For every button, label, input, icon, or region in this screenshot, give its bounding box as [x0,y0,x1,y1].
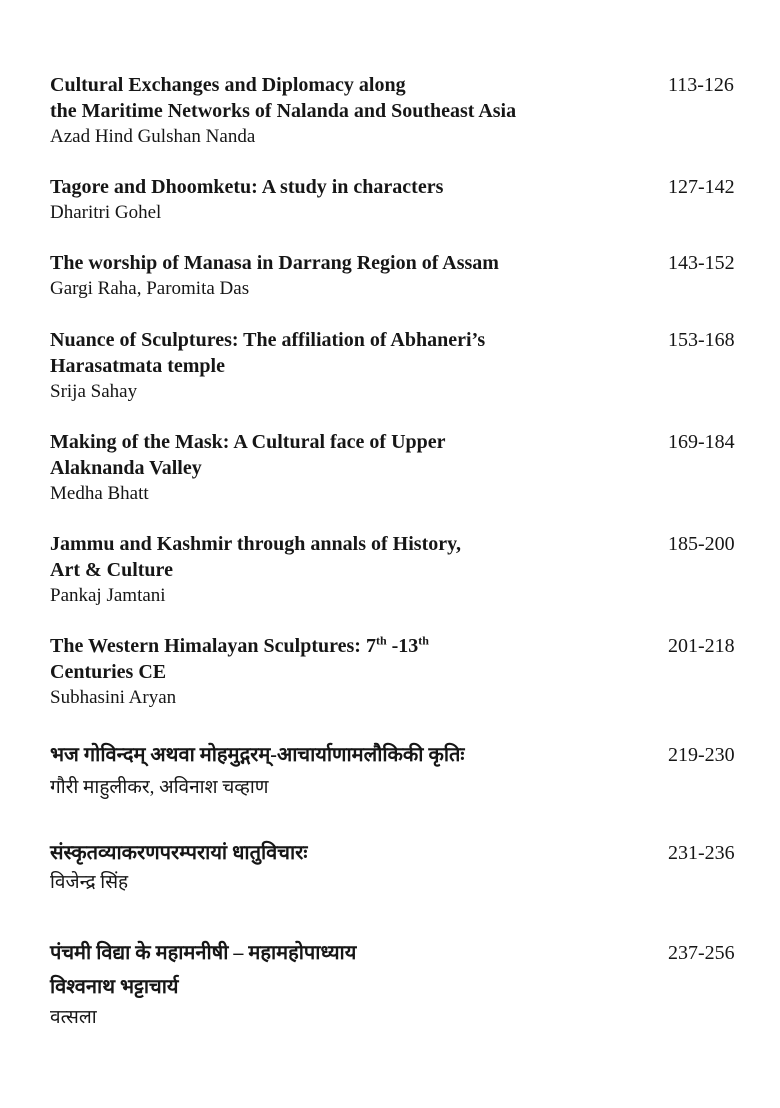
entry-pages: 143-152 [668,252,735,274]
entry-title: Jammu and Kashmir through annals of History, Art & Culture [50,533,462,581]
entry-author: Pankaj Jamtani [50,585,166,606]
entry-pages: 153-168 [668,329,735,351]
entry-title: पंचमी विद्या के महामनीषी – महामहोपाध्याय विश्वनाथ भट्टाचार्य [50,942,357,998]
entry-pages: 127-142 [668,176,735,198]
entry-author: वत्सला [50,1007,97,1028]
entry-pages: 201-218 [668,635,735,657]
entry-pages: 169-184 [668,431,735,453]
entry-author: Azad Hind Gulshan Nanda [50,126,256,147]
toc-entry [50,531,750,609]
entry-title: The Western Himalayan Sculptures: 7th -13th Centuries CE [50,633,429,683]
entry-title: Making of the Mask: A Cultural face of Upper Alaknanda Valley [50,431,446,479]
toc-entry [50,174,750,226]
toc-entry [50,429,750,507]
entry-author: Gargi Raha, Paromita Das [50,278,250,299]
entry-title: भज गोविन्दम् अथवा मोहमुद्गरम्-आचार्याणामलौकिकी कृतिः [50,744,465,766]
entry-pages: 231-236 [668,842,735,864]
toc-entry [50,936,750,1032]
entry-author: Medha Bhatt [50,483,149,504]
toc-entry [50,836,750,896]
toc-entry [50,250,750,302]
toc-entry [50,72,750,150]
entry-title: The worship of Manasa in Darrang Region of Assam [50,252,499,274]
toc-entry [50,327,750,405]
entry-pages: 237-256 [668,942,735,964]
entry-title: संस्कृतव्याकरणपरम्परायां धातुविचारः [50,842,308,864]
entry-author: Dharitri Gohel [50,202,162,223]
entry-title: Nuance of Sculptures: The affiliation of Abhaneri’s Harasatmata temple [50,329,486,377]
entry-pages: 219-230 [668,744,735,766]
entry-author: विजेन्द्र सिंह [50,872,129,893]
entry-author: गौरी माहुलीकर, अविनाश चव्हाण [50,777,269,798]
entry-author: Srija Sahay [50,381,138,402]
entry-author: Subhasini Aryan [50,687,177,708]
entry-pages: 185-200 [668,533,735,555]
toc-entry [50,738,750,804]
entry-pages: 113-126 [668,74,734,96]
toc-entry [50,633,750,711]
entry-title: Cultural Exchanges and Diplomacy along the Maritime Networks of Nalanda and Southeast Asia [50,74,517,122]
entry-title: Tagore and Dhoomketu: A study in characters [50,176,444,198]
